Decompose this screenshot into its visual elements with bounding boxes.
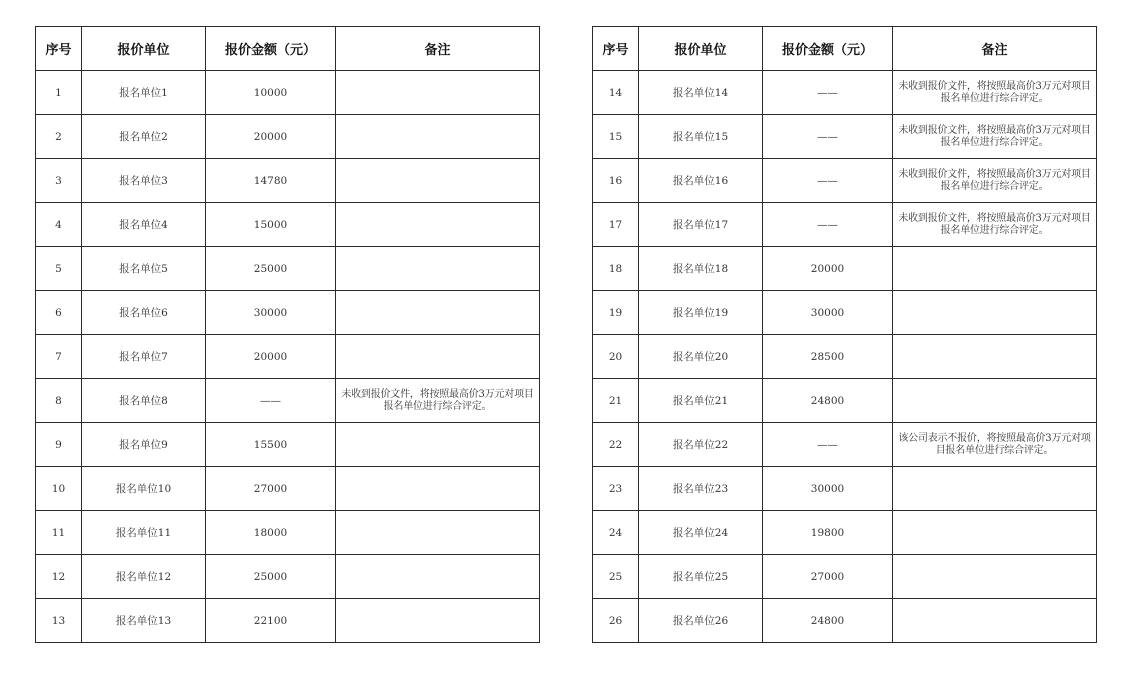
cell-seq: 14 <box>593 71 639 115</box>
cell-amount: 20000 <box>206 115 336 159</box>
table-row <box>593 467 1097 511</box>
cell-unit: 报名单位19 <box>639 291 763 335</box>
cell-seq: 1 <box>36 71 82 115</box>
cell-unit: 报名单位1 <box>82 71 206 115</box>
cell-note <box>893 335 1097 379</box>
cell-note: 未收到报价文件，将按照最高价3万元对项目报名单位进行综合评定。 <box>893 71 1097 115</box>
cell-amount: —— <box>763 423 893 467</box>
cell-seq: 7 <box>36 335 82 379</box>
cell-amount: 19800 <box>763 511 893 555</box>
table-row <box>36 599 540 643</box>
cell-unit: 报名单位18 <box>639 247 763 291</box>
cell-seq: 13 <box>36 599 82 643</box>
cell-unit: 报名单位25 <box>639 555 763 599</box>
cell-note <box>336 159 540 203</box>
table-row <box>36 467 540 511</box>
cell-note <box>336 555 540 599</box>
cell-unit: 报名单位22 <box>639 423 763 467</box>
cell-unit: 报名单位24 <box>639 511 763 555</box>
cell-note <box>893 555 1097 599</box>
table-row <box>593 555 1097 599</box>
table-row <box>593 291 1097 335</box>
table-row <box>36 335 540 379</box>
cell-note <box>893 379 1097 423</box>
cell-seq: 18 <box>593 247 639 291</box>
table-row <box>593 511 1097 555</box>
table-row <box>593 379 1097 423</box>
cell-note <box>336 115 540 159</box>
cell-amount: 25000 <box>206 247 336 291</box>
cell-amount: 28500 <box>763 335 893 379</box>
cell-seq: 12 <box>36 555 82 599</box>
cell-note <box>336 203 540 247</box>
cell-unit: 报名单位16 <box>639 159 763 203</box>
table-row <box>36 555 540 599</box>
table-row <box>36 203 540 247</box>
cell-note: 未收到报价文件，将按照最高价3万元对项目报名单位进行综合评定。 <box>893 203 1097 247</box>
header-note: 备注 <box>336 27 540 71</box>
cell-unit: 报名单位26 <box>639 599 763 643</box>
cell-note <box>893 467 1097 511</box>
table-row <box>593 247 1097 291</box>
table-row <box>36 159 540 203</box>
table-row <box>593 159 1097 203</box>
table-body-right <box>593 71 1097 643</box>
table-row <box>593 71 1097 115</box>
cell-amount: —— <box>763 71 893 115</box>
cell-note <box>893 247 1097 291</box>
cell-amount: 14780 <box>206 159 336 203</box>
cell-seq: 2 <box>36 115 82 159</box>
table-row <box>36 71 540 115</box>
table-row <box>36 423 540 467</box>
cell-unit: 报名单位7 <box>82 335 206 379</box>
cell-amount: —— <box>763 159 893 203</box>
cell-seq: 6 <box>36 291 82 335</box>
table-row <box>593 423 1097 467</box>
header-amount: 报价金额（元） <box>206 27 336 71</box>
cell-unit: 报名单位6 <box>82 291 206 335</box>
cell-unit: 报名单位5 <box>82 247 206 291</box>
table-row <box>36 291 540 335</box>
cell-amount: 25000 <box>206 555 336 599</box>
cell-seq: 20 <box>593 335 639 379</box>
cell-note <box>893 291 1097 335</box>
table-row <box>593 599 1097 643</box>
table-row <box>593 115 1097 159</box>
cell-note <box>336 511 540 555</box>
cell-amount: 10000 <box>206 71 336 115</box>
cell-seq: 23 <box>593 467 639 511</box>
table-row <box>593 203 1097 247</box>
cell-amount: 27000 <box>206 467 336 511</box>
cell-amount: 24800 <box>763 379 893 423</box>
table-row <box>36 115 540 159</box>
cell-seq: 10 <box>36 467 82 511</box>
cell-seq: 8 <box>36 379 82 423</box>
cell-seq: 9 <box>36 423 82 467</box>
cell-seq: 16 <box>593 159 639 203</box>
header-seq: 序号 <box>36 27 82 71</box>
cell-seq: 19 <box>593 291 639 335</box>
cell-amount: 20000 <box>206 335 336 379</box>
cell-amount: 18000 <box>206 511 336 555</box>
cell-amount: 22100 <box>206 599 336 643</box>
cell-note <box>336 335 540 379</box>
cell-unit: 报名单位13 <box>82 599 206 643</box>
cell-unit: 报名单位3 <box>82 159 206 203</box>
cell-amount: 30000 <box>763 467 893 511</box>
cell-unit: 报名单位20 <box>639 335 763 379</box>
cell-amount: 15500 <box>206 423 336 467</box>
cell-amount: 27000 <box>763 555 893 599</box>
cell-seq: 22 <box>593 423 639 467</box>
table-body-left <box>36 71 540 643</box>
cell-seq: 15 <box>593 115 639 159</box>
cell-amount: —— <box>763 203 893 247</box>
cell-unit: 报名单位21 <box>639 379 763 423</box>
cell-note: 未收到报价文件，将按照最高价3万元对项目报名单位进行综合评定。 <box>893 115 1097 159</box>
cell-unit: 报名单位14 <box>639 71 763 115</box>
cell-unit: 报名单位17 <box>639 203 763 247</box>
cell-unit: 报名单位9 <box>82 423 206 467</box>
table-header-row <box>36 27 540 71</box>
cell-unit: 报名单位15 <box>639 115 763 159</box>
cell-note <box>336 71 540 115</box>
cell-note <box>893 599 1097 643</box>
header-unit: 报价单位 <box>639 27 763 71</box>
cell-unit: 报名单位8 <box>82 379 206 423</box>
cell-seq: 5 <box>36 247 82 291</box>
cell-amount: —— <box>206 379 336 423</box>
table-row <box>36 379 540 423</box>
cell-note <box>336 423 540 467</box>
cell-unit: 报名单位12 <box>82 555 206 599</box>
cell-unit: 报名单位23 <box>639 467 763 511</box>
cell-seq: 24 <box>593 511 639 555</box>
cell-seq: 11 <box>36 511 82 555</box>
cell-note: 未收到报价文件，将按照最高价3万元对项目报名单位进行综合评定。 <box>336 379 540 423</box>
cell-note <box>893 511 1097 555</box>
cell-amount: 30000 <box>206 291 336 335</box>
table-row <box>593 335 1097 379</box>
header-unit: 报价单位 <box>82 27 206 71</box>
cell-seq: 4 <box>36 203 82 247</box>
table-row <box>36 247 540 291</box>
cell-amount: 15000 <box>206 203 336 247</box>
cell-seq: 21 <box>593 379 639 423</box>
cell-note: 该公司表示不报价，将按照最高价3万元对项目报名单位进行综合评定。 <box>893 423 1097 467</box>
header-note: 备注 <box>893 27 1097 71</box>
cell-note <box>336 467 540 511</box>
cell-amount: 30000 <box>763 291 893 335</box>
table-header-row <box>593 27 1097 71</box>
quote-table-left <box>35 26 540 643</box>
cell-unit: 报名单位10 <box>82 467 206 511</box>
cell-seq: 25 <box>593 555 639 599</box>
cell-amount: 24800 <box>763 599 893 643</box>
cell-unit: 报名单位2 <box>82 115 206 159</box>
quote-table-right <box>592 26 1097 643</box>
table-row <box>36 511 540 555</box>
cell-unit: 报名单位11 <box>82 511 206 555</box>
cell-seq: 26 <box>593 599 639 643</box>
cell-seq: 17 <box>593 203 639 247</box>
cell-amount: —— <box>763 115 893 159</box>
header-amount: 报价金额（元） <box>763 27 893 71</box>
cell-seq: 3 <box>36 159 82 203</box>
cell-note <box>336 599 540 643</box>
header-seq: 序号 <box>593 27 639 71</box>
cell-note: 未收到报价文件，将按照最高价3万元对项目报名单位进行综合评定。 <box>893 159 1097 203</box>
cell-note <box>336 247 540 291</box>
cell-unit: 报名单位4 <box>82 203 206 247</box>
cell-note <box>336 291 540 335</box>
cell-amount: 20000 <box>763 247 893 291</box>
